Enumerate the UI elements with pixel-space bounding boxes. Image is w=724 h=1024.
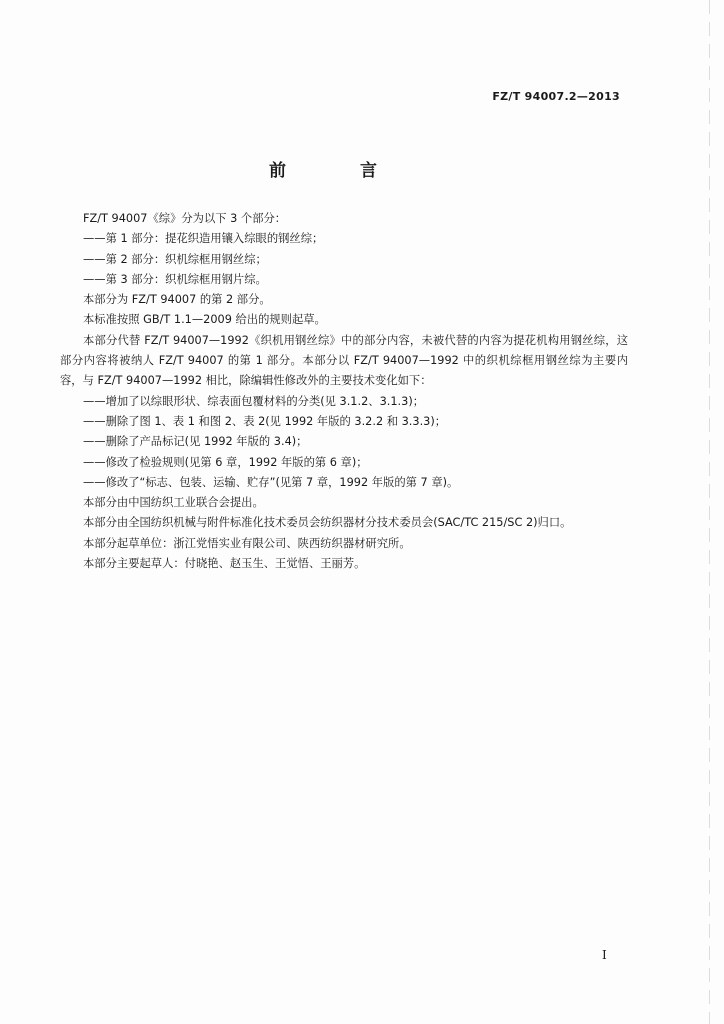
list-item-change-5: ——修改了“标志、包装、运输、贮存”(见第 7 章，1992 年版的第 7 章)。 <box>83 475 459 489</box>
list-item-part-1: ——第 1 部分：提花织造用镶入综眼的钢丝综； <box>83 232 324 246</box>
list-item-part-3: ——第 3 部分：织机综框用钢片综。 <box>83 272 267 286</box>
list-item-change-3: ——删除了产品标记(见 1992 年版的 3.4)； <box>83 435 308 449</box>
paragraph-this-part: 本部分为 FZ/T 94007 的第 2 部分。 <box>83 293 271 307</box>
foreword-body <box>60 209 628 574</box>
paragraph-parts-intro: FZ/T 94007《综》分为以下 3 个部分： <box>83 212 287 225</box>
paragraph-drafting-units: 本部分起草单位：浙江党悟实业有限公司、陕西纺织器材研究所。 <box>83 536 411 550</box>
paragraph-drafting-rules: 本标准按照 GB/T 1.1—2009 给出的规则起草。 <box>83 313 326 327</box>
page-number: I <box>602 948 607 962</box>
list-item-part-2: ——第 2 部分：织机综框用钢丝综； <box>83 252 267 266</box>
paragraph-proposed-by: 本部分由中国纺织工业联合会提出。 <box>83 496 264 510</box>
scan-edge-line <box>709 0 710 1024</box>
list-item-change-4: ——修改了检验规则(见第 6 章，1992 年版的第 6 章)； <box>83 455 368 469</box>
paragraph-main-drafters: 本部分主要起草人：付晓艳、赵玉生、王觉悟、王丽芳。 <box>83 557 366 571</box>
list-item-change-1: ——增加了以综眼形状、综表面包覆材料的分类(见 3.1.2、3.1.3)； <box>83 394 425 408</box>
section-title: 前 言 <box>269 161 411 181</box>
list-item-change-2: ——删除了图 1、表 1 和图 2、表 2(见 1992 年版的 3.2.2 和 3.3.3)； <box>83 414 447 428</box>
paragraph-under-jurisdiction: 本部分由全国纺织机械与附件标准化技术委员会纺织器材分技术委员会(SAC/TC 215/SC 2)归口。 <box>83 516 572 530</box>
paragraph-replacement: 本部分代替 FZ/T 94007—1992《织机用钢丝综》中的部分内容，未被代替的内容为提花机构用钢丝综，这部分内容将被纳人 FZ/T 94007 的第 1 部分。本部分以 FZ/T 94007—1992 中的织机综框用钢丝综为主要内容，与 FZ/T 94007—1992 相比，除编辑性修改外的主要技术变化如下： <box>60 333 628 388</box>
document-number: FZ/T 94007.2—2013 <box>492 90 620 103</box>
